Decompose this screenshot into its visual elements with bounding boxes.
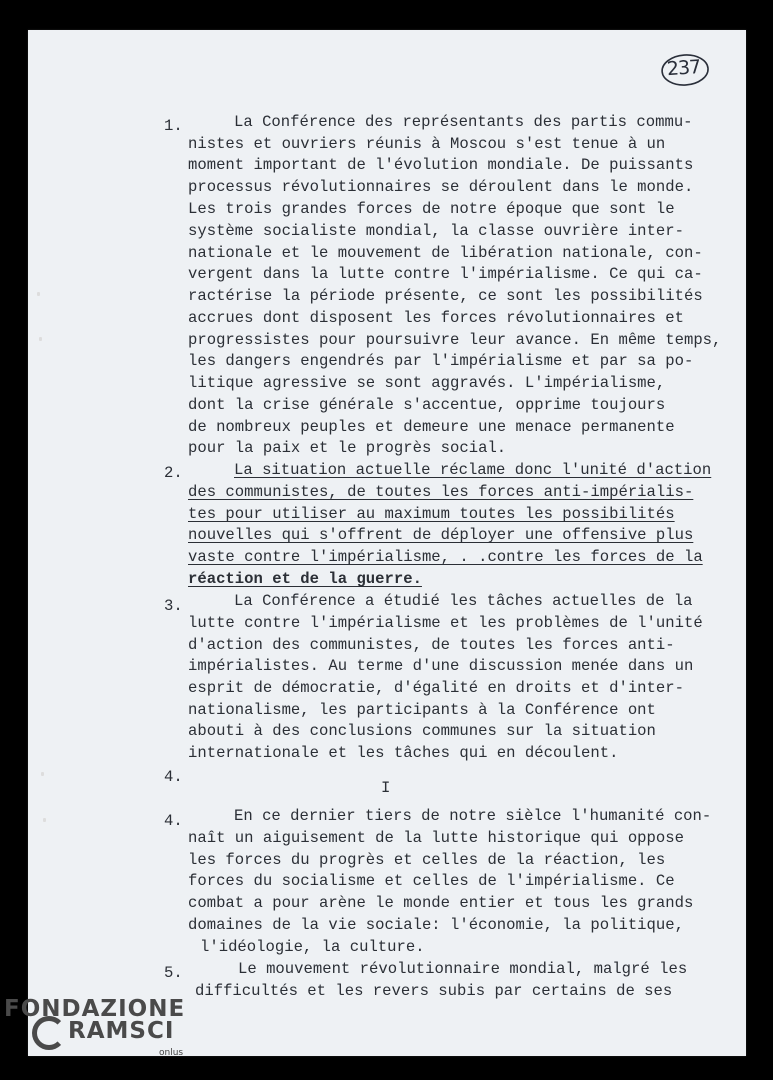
text-line: les forces du progrès et celles de la réaction, les xyxy=(188,851,666,869)
text-line: combat a pour arène le monde entier et tous les grands xyxy=(188,894,694,912)
text-line: moment important de l'évolution mondiale. De puissants xyxy=(188,156,694,174)
text-line: esprit de démocratie, d'égalité en droits et d'inter- xyxy=(188,679,684,697)
text-line: internationale et les tâches qui en découlent. xyxy=(188,744,619,762)
text-line: nationale et le mouvement de libération nationale, con- xyxy=(188,244,703,262)
margin-mark xyxy=(39,337,42,341)
paragraph-number: 4. xyxy=(164,812,183,830)
text-line: d'action des communistes, de toutes les forces anti- xyxy=(188,636,675,654)
text-line: processus révolutionnaires se déroulent dans le monde. xyxy=(188,178,694,196)
text-line: progressistes pour poursuivre leur avance. En même temps, xyxy=(188,331,722,349)
margin-mark xyxy=(41,772,44,776)
paragraph-number: 3. xyxy=(164,597,183,615)
text-line: forces du socialisme et celles de l'impérialisme. Ce xyxy=(188,872,675,890)
text-line: les dangers engendrés par l'impérialisme et par sa po- xyxy=(188,352,694,370)
text-line: impérialistes. Au terme d'une discussion menée dans un xyxy=(188,657,694,675)
text-line: pour la paix et le progrès social. xyxy=(188,439,507,457)
text-line: La Conférence a étudié les tâches actuelles de la xyxy=(234,592,693,610)
text-line: difficultés et les revers subis par certains de ses xyxy=(195,982,673,1000)
underlined-text-line: tes pour utiliser au maximum toutes les possibilités xyxy=(188,505,675,523)
text-line: de nombreux peuples et demeure une menace permanente xyxy=(188,418,675,436)
text-line: ractérise la période présente, ce sont les possibilités xyxy=(188,287,703,305)
text-line: nationalisme, les participants à la Conférence ont xyxy=(188,701,656,719)
text-line: dont la crise générale s'accentue, opprime toujours xyxy=(188,396,666,414)
paragraph-number: 4. xyxy=(164,768,183,786)
paragraph-number: 5. xyxy=(164,964,183,982)
g-logo-icon xyxy=(32,1016,66,1050)
underlined-text-line: des communistes, de toutes les forces anti-impérialis- xyxy=(188,483,694,501)
handwritten-page-number: 237 xyxy=(659,50,711,87)
text-line: accrues dont disposent les forces révolutionnaires et xyxy=(188,309,684,327)
text-line: Le mouvement révolutionnaire mondial, malgré les xyxy=(238,960,688,978)
text-line: La Conférence des représentants des partis commu- xyxy=(234,113,693,131)
text-line: l'idéologie, la culture. xyxy=(200,938,425,956)
underlined-text-line: nouvelles qui s'offrent de déployer une offensive plus xyxy=(188,526,694,544)
text-line: nistes et ouvriers réunis à Moscou s'est tenue à un xyxy=(188,135,666,153)
margin-mark xyxy=(43,818,46,822)
paragraph-number: 2. xyxy=(164,464,183,482)
underlined-text-line: La situation actuelle réclame donc l'unité d'action xyxy=(234,461,712,479)
underlined-text-line: vaste contre l'impérialisme, . .contre les forces de la xyxy=(188,548,703,566)
text-line: lutte contre l'impérialisme et les problèmes de l'unité xyxy=(188,614,703,632)
text-line: système socialiste mondial, la classe ouvrière inter- xyxy=(188,222,684,240)
text-line: vergent dans la lutte contre l'impérialisme. Ce qui ca- xyxy=(188,265,703,283)
text-line: abouti à des conclusions communes sur la situation xyxy=(188,722,656,740)
text-line: litique agressive se sont aggravés. L'impérialisme, xyxy=(188,374,666,392)
text-line: En ce dernier tiers de notre sièlce l'humanité con- xyxy=(234,807,712,825)
paragraph-number: 1. xyxy=(164,117,183,135)
margin-mark xyxy=(37,292,40,296)
text-line: Les trois grandes forces de notre époque que sont le xyxy=(188,200,675,218)
text-line: domaines de la vie sociale: l'économie, la politique, xyxy=(188,916,684,934)
underlined-text-line: réaction et de la guerre. xyxy=(188,570,422,588)
text-line: naît un aiguisement de la lutte historique qui oppose xyxy=(188,829,684,847)
section-heading: I xyxy=(381,779,391,797)
